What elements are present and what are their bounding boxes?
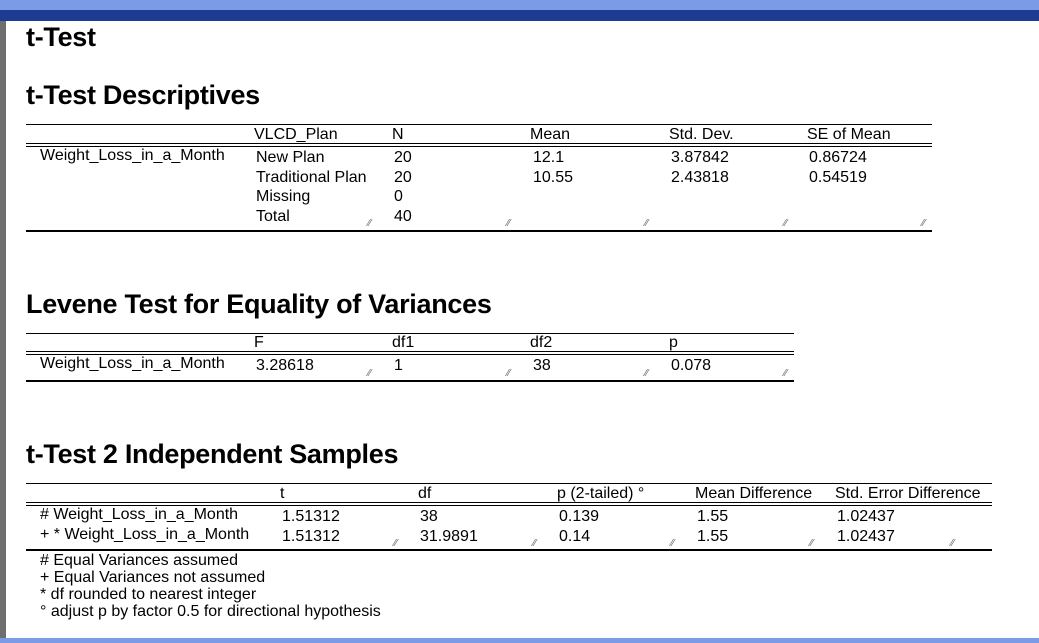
header-mean: Mean [530, 126, 571, 143]
header-mean-difference: Mean Difference [695, 485, 813, 502]
window-title-bar [0, 10, 1039, 21]
table-cell: 1.51312 [282, 528, 340, 545]
header-df1: df1 [392, 334, 415, 351]
row-label: Weight_Loss_in_a_Month [40, 147, 225, 164]
column-resize-handle[interactable]: ⁄⁄ [507, 368, 511, 379]
bottom-border [0, 638, 1039, 643]
header-std-error-difference: Std. Error Difference [835, 485, 981, 502]
left-border [0, 21, 6, 643]
independent-title: t-Test 2 Independent Samples [26, 439, 399, 469]
column-resize-handle[interactable]: ⁄⁄ [671, 538, 675, 549]
page-title: t-Test [26, 22, 96, 52]
header-df: df [418, 485, 432, 502]
row-label: # Weight_Loss_in_a_Month [40, 506, 239, 523]
table-cell: 20 [394, 169, 412, 186]
table-cell: Traditional Plan [256, 169, 367, 186]
header-vlcd-plan: VLCD_Plan [254, 126, 338, 143]
table-top-rule [26, 124, 932, 125]
header-f: F [254, 334, 264, 351]
table-cell: 0.54519 [809, 169, 867, 186]
column-resize-handle[interactable]: ⁄⁄ [507, 218, 511, 229]
levene-title: Levene Test for Equality of Variances [26, 289, 492, 319]
column-resize-handle[interactable]: ⁄⁄ [533, 538, 537, 549]
header-rule [26, 351, 794, 352]
table-cell: 3.87842 [671, 149, 729, 166]
table-cell: 38 [533, 357, 551, 374]
table-cell: 0.14 [559, 528, 591, 545]
table-cell: 31.9891 [420, 528, 478, 545]
header-n: N [392, 126, 404, 143]
column-resize-handle[interactable]: ⁄⁄ [394, 538, 398, 549]
table-cell: 38 [420, 508, 438, 525]
footnote: + Equal Variances not assumed [40, 569, 266, 586]
header-t: t [280, 485, 285, 502]
table-bottom-rule [26, 380, 794, 382]
descriptives-title: t-Test Descriptives [26, 80, 260, 110]
header-p: p [669, 334, 678, 351]
header-rule [26, 143, 932, 144]
row-label: + * Weight_Loss_in_a_Month [40, 526, 250, 543]
table-cell: 2.43818 [671, 169, 729, 186]
footnote: * df rounded to nearest integer [40, 586, 257, 603]
column-resize-handle[interactable]: ⁄⁄ [645, 218, 649, 229]
header-se-mean: SE of Mean [807, 126, 891, 143]
table-cell: 0.078 [671, 357, 712, 374]
table-cell: 1.55 [697, 528, 729, 545]
table-cell: 1.02437 [837, 528, 895, 545]
header-std-dev: Std. Dev. [669, 126, 734, 143]
table-cell: 1.51312 [282, 508, 340, 525]
table-cell: 40 [394, 208, 412, 225]
column-resize-handle[interactable]: ⁄⁄ [645, 368, 649, 379]
table-cell: 0 [394, 188, 403, 205]
footnote: ° adjust p by factor 0.5 for directional hypothesis [40, 603, 381, 620]
table-cell: 12.1 [533, 149, 565, 166]
column-resize-handle[interactable]: ⁄⁄ [784, 218, 788, 229]
table-cell: 1.02437 [837, 508, 895, 525]
table-cell: 1.55 [697, 508, 729, 525]
footnote: # Equal Variances assumed [40, 552, 239, 569]
header-p-two-tailed: p (2-tailed) ° [557, 485, 645, 502]
table-cell: New Plan [256, 149, 325, 166]
table-cell: Missing [256, 188, 311, 205]
header-rule [26, 502, 992, 503]
table-cell: 0.139 [559, 508, 600, 525]
column-resize-handle[interactable]: ⁄⁄ [368, 368, 372, 379]
header-df2: df2 [530, 334, 553, 351]
table-cell: 20 [394, 149, 412, 166]
column-resize-handle[interactable]: ⁄⁄ [368, 218, 372, 229]
table-cell: 3.28618 [256, 357, 314, 374]
column-resize-handle[interactable]: ⁄⁄ [784, 368, 788, 379]
table-cell: 1 [394, 357, 403, 374]
table-cell: Total [256, 208, 290, 225]
column-resize-handle[interactable]: ⁄⁄ [922, 218, 926, 229]
table-cell: 10.55 [533, 169, 574, 186]
window-top-accent [0, 0, 1039, 10]
table-bottom-rule [26, 549, 992, 551]
table-bottom-rule [26, 230, 932, 232]
row-label: Weight_Loss_in_a_Month [40, 355, 225, 372]
column-resize-handle[interactable]: ⁄⁄ [810, 538, 814, 549]
column-resize-handle[interactable]: ⁄⁄ [951, 538, 955, 549]
table-cell: 0.86724 [809, 149, 867, 166]
